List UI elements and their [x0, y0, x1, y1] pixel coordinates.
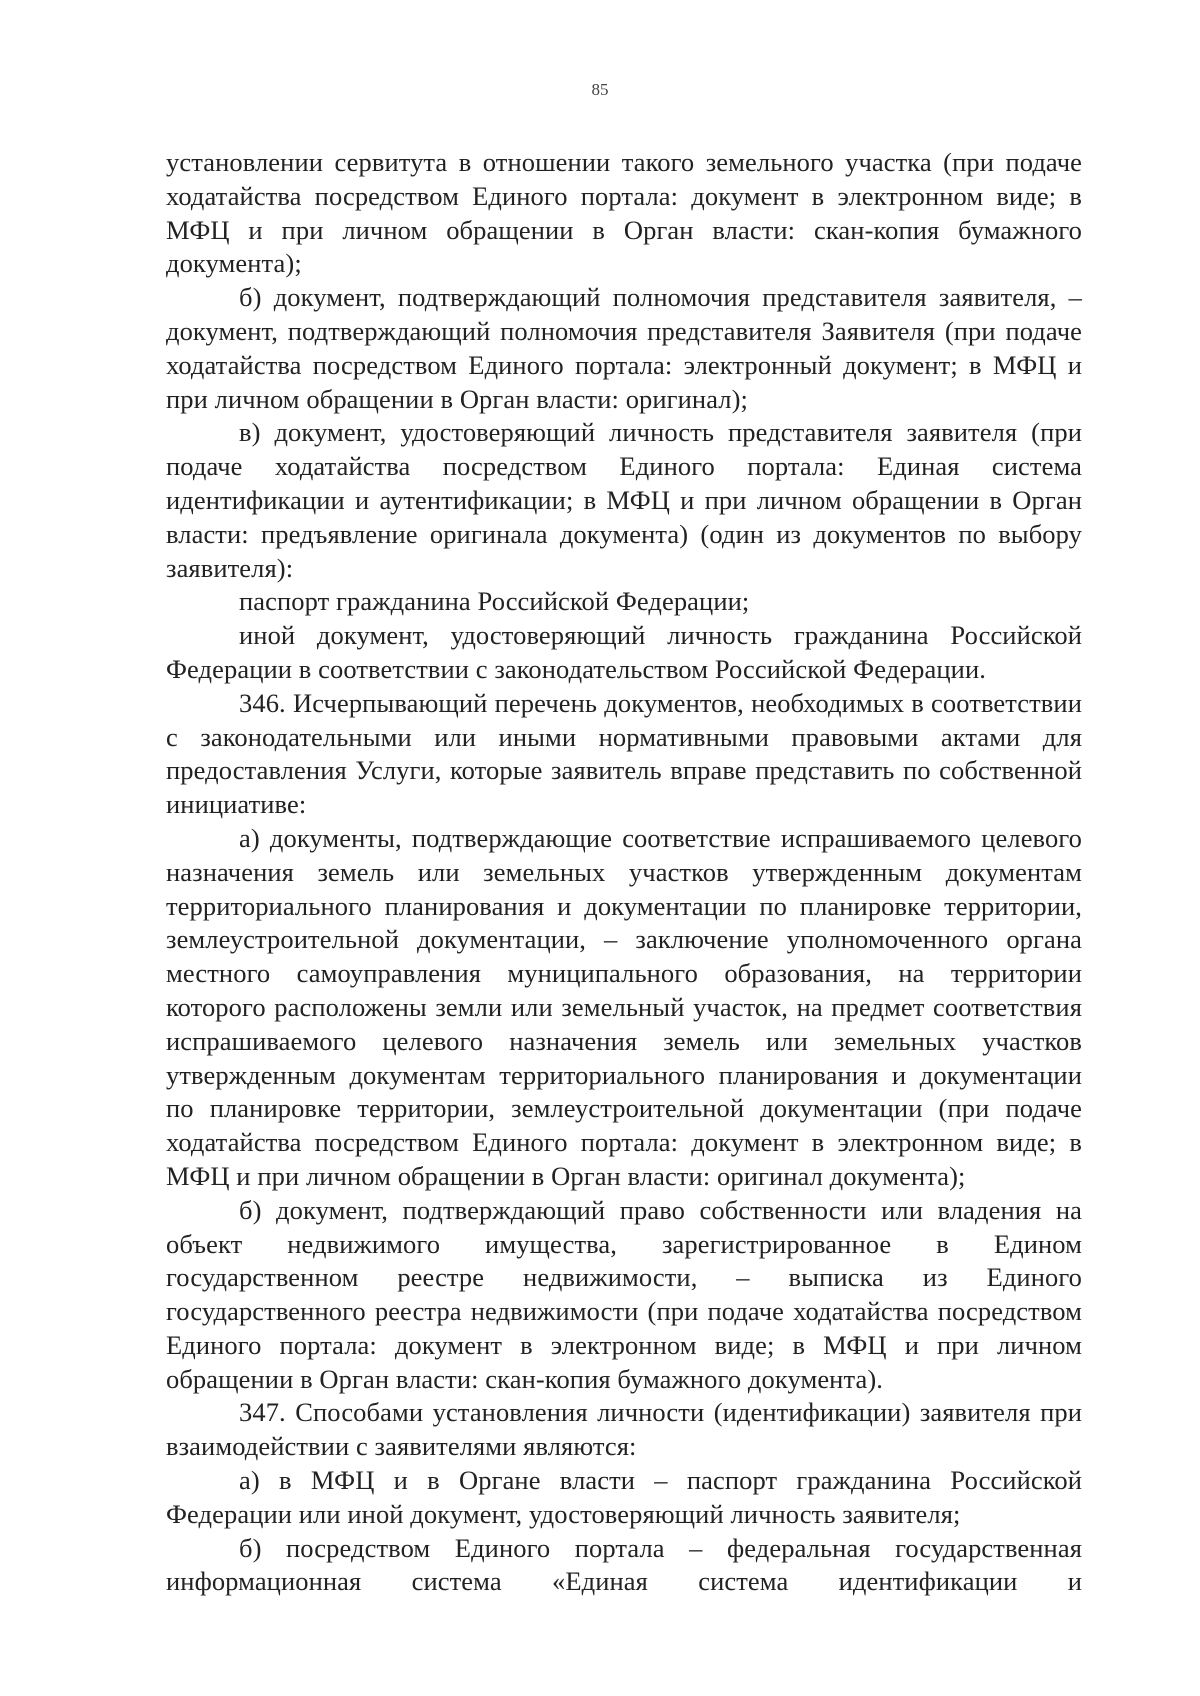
paragraph-representative-identity: в) документ, удостоверяющий личность представителя заявителя (при подаче ходатайства посредством Единого портала: Единая система идентификации и аутентификации; в МФЦ и при личном обращении в Орган власти: предъявление оригинала документа) (один из документов по выбору заявителя):: [166, 417, 1082, 583]
paragraph-servitude-continuation: установлении сервитута в отношении такого земельного участка (при подаче ходатайства посредством Единого портала: документ в электронном виде; в МФЦ и при личном обращении в Орган власти: скан-копия бумажного документа);: [166, 147, 1082, 279]
paragraph-347-a: а) в МФЦ и в Органе власти – паспорт гражданина Российской Федерации или иной документ, удостоверяющий личность заявителя;: [166, 1465, 1082, 1529]
document-body: [166, 146, 1082, 1599]
paragraph-346: 346. Исчерпывающий перечень документов, необходимых в соответствии с законодательными или иными нормативными правовыми актами для предоставления Услуги, которые заявитель вправе представить по собственной инициативе:: [166, 687, 1082, 820]
paragraph-passport: паспорт гражданина Российской Федерации;: [239, 586, 750, 617]
paragraph-representative-authority: б) документ, подтверждающий полномочия представителя заявителя, – документ, подтверждающий полномочия представителя Заявителя (при подаче ходатайства посредством Единого портала: электронный документ; в МФЦ и при личном обращении в Орган власти: оригинал);: [166, 282, 1082, 414]
paragraph-347-b: б) посредством Единого портала – федеральная государственная информационная система «Единая система идентификации и: [166, 1532, 1082, 1597]
paragraph-347: 347. Способами установления личности (идентификации) заявителя при взаимодействии с заявителями являются:: [166, 1397, 1082, 1462]
page-number: 85: [591, 80, 609, 99]
paragraph-346-b: б) документ, подтверждающий право собственности или владения на объект недвижимого имущества, зарегистрированное в Едином государственном реестре недвижимости, – выписка из Единого государственного реестра недвижимости (при подаче ходатайства посредством Единого портала: документ в электронном виде; в МФЦ и при личном обращении в Орган власти: скан-копия бумажного документа).: [166, 1194, 1082, 1394]
paragraph-other-identity-document: иной документ, удостоверяющий личность гражданина Российской Федерации в соответствии с законодательством Российской Федерации.: [166, 620, 1082, 684]
paragraph-346-a: а) документы, подтверждающие соответствие испрашиваемого целевого назначения земель или земельных участков утвержденным документам территориального планирования и документации по планировке территории, землеустроительной документации, – заключение уполномоченного органа местного самоуправления муниципального образования, на территории которого расположены земли или земельный участок, на предмет соответствия испрашиваемого целевого назначения земель или земельных участков утвержденным документам территориального планирования и документации по планировке территории, землеустроительной документации (при подаче ходатайства посредством Единого портала: документ в электронном виде; в МФЦ и при личном обращении в Орган власти: оригинал документа);: [166, 822, 1082, 1191]
